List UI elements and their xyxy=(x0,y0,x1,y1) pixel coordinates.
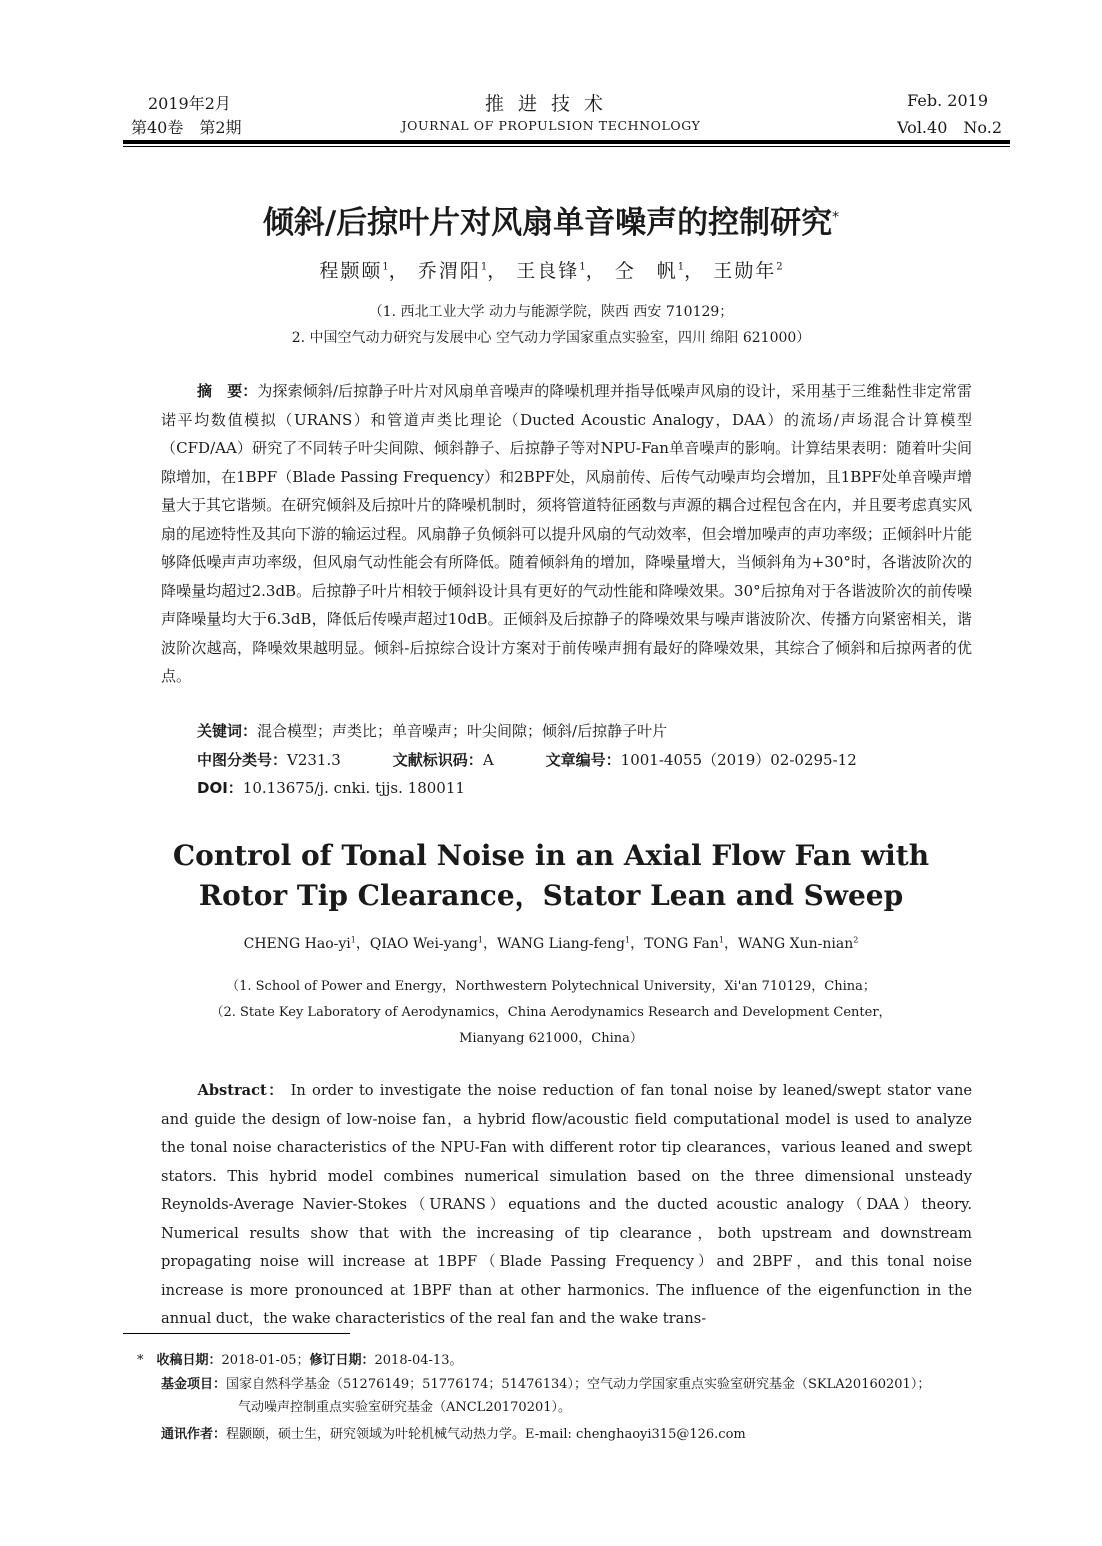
author-separator: ， xyxy=(388,260,410,282)
footnote-dates xyxy=(137,1349,462,1368)
header-rule-thick xyxy=(123,140,1010,144)
affiliation-en-1: （1. School of Power and Energy，Northwestern Polytechnical University，Xi'an 710129，China； xyxy=(226,979,876,994)
article-no-value: 1001-4055（2019）02-0295-12 xyxy=(620,751,857,769)
classification-line xyxy=(197,749,857,770)
affiliation-en-2: （2. State Key Laboratory of Aerodynamics，China Aerodynamics Research and Development Center， xyxy=(210,1005,892,1020)
author-cn: 程颢颐 xyxy=(319,260,383,282)
author-affil-mark: 1 xyxy=(677,261,685,273)
author-separator: ， xyxy=(355,936,370,952)
author-affil-mark: 1 xyxy=(477,935,483,945)
author-separator: ， xyxy=(684,260,706,282)
paper-title-en-line2: Rotor Tip Clearance，Stator Lean and Sweep xyxy=(198,879,904,912)
author-affil-mark: 1 xyxy=(382,261,389,273)
received-label: 收稿日期： xyxy=(156,1353,222,1368)
article-no-label: 文章编号： xyxy=(545,751,621,769)
author-cn: 王良锋 xyxy=(516,260,580,282)
doi-value[interactable]: 10.13675/j. cnki. tjjs. 180011 xyxy=(242,779,465,797)
author-cn: 仝 帆 xyxy=(614,260,678,282)
footnote-fund-cont: 气动噪声控制重点实验室研究基金（ANCL20170201）。 xyxy=(238,1400,572,1415)
author-separator: ， xyxy=(723,936,738,952)
affiliation-cn-1: （1. 西北工业大学 动力与能源学院，陕西 西安 710129； xyxy=(368,304,734,320)
author-affil-mark: 1 xyxy=(350,935,356,945)
doc-code-value: A xyxy=(482,751,494,769)
author-separator: ， xyxy=(585,260,607,282)
affiliation-cn-2: 2. 中国空气动力研究与发展中心 空气动力学国家重点实验室，四川 绵阳 621000） xyxy=(291,330,811,346)
header-rule-thin xyxy=(123,146,1010,147)
journal-name-en: JOURNAL OF PROPULSION TECHNOLOGY xyxy=(401,118,701,133)
author-en: TONG Fan xyxy=(644,936,719,952)
doi-line xyxy=(197,777,465,798)
author-en: CHENG Hao-yi xyxy=(243,936,351,952)
author-affil-mark: 1 xyxy=(718,935,724,945)
author-separator: ， xyxy=(487,260,509,282)
author-en: WANG Liang-feng xyxy=(497,936,625,952)
fund-label: 基金项目： xyxy=(161,1377,227,1392)
footnote-fund xyxy=(161,1373,1001,1392)
footnote-mark: * xyxy=(137,1353,144,1368)
author-affil-mark: 1 xyxy=(624,935,631,945)
doi-label: DOI： xyxy=(197,779,243,797)
abstract-cn-label: 摘 要： xyxy=(197,382,258,400)
abstract-cn-text: 为探索倾斜/后掠静子叶片对风扇单音噪声的降噪机理并指导低噪声风扇的设计，采用基于三维黏性非定常雷诺平均数值模拟（URANS）和管道声类比理论（Ducted Acoustic Analogy，DAA）的流场/声场混合计算模型（CFD/AA）研究了不同转子叶尖间隙、倾斜静子、后掠静子等对NPU-Fan单音噪声的影响。计算结果表明：随着叶尖间隙增加，在1BPF（Blade Passing Frequency）和2BPF处，风扇前传、后传气动噪声均会增加，且1BPF处单音噪声增量大于其它谐频。在研究倾斜及后掠叶片的降噪机制时，须将管道特征函数与声源的耦合过程包含在内，并且要考虑真实风扇的尾迹特性及其向下游的输运过程。风扇静子负倾斜可以提升风扇的气动效率，但会增加噪声的声功率级；正倾斜叶片能够降低噪声声功率级，但风扇气动性能会有所降低。随着倾斜角的增加，降噪量增大，当倾斜角为+30°时，各谐波阶次的降噪量均超过2.3dB。后掠静子叶片相较于倾斜设计具有更好的气动性能和降噪效果。30°后掠角对于各谐波阶次的前传噪声降噪量均大于6.3dB，降低后传噪声超过10dB。正倾斜及后掠静子的降噪效果与噪声谐波阶次、传播方向紧密相关，谐波阶次越高，降噪效果越明显。倾斜-后掠综合设计方案对于前传噪声拥有最好的降噪效果，其综合了倾斜和后掠两者的优点。 xyxy=(161,382,972,685)
keywords-label: 关键词： xyxy=(197,722,258,740)
revised-label: 修订日期： xyxy=(309,1353,375,1368)
abstract-cn xyxy=(161,377,972,691)
author-affil-mark: 2 xyxy=(853,935,859,945)
author-cn: 乔渭阳 xyxy=(417,260,481,282)
paper-title-en-line1: Control of Tonal Noise in an Axial Flow Fan with xyxy=(172,839,930,872)
author-en: QIAO Wei-yang xyxy=(369,936,478,952)
clc-label: 中图分类号： xyxy=(197,751,288,769)
footnote-author xyxy=(161,1423,746,1442)
doc-code-label: 文献标识码： xyxy=(392,751,483,769)
author-cn: 王勋年 xyxy=(713,260,777,282)
author-affil-mark: 2 xyxy=(776,261,783,273)
footnote-rule xyxy=(123,1333,350,1334)
affiliation-en-3: Mianyang 621000，China） xyxy=(459,1031,643,1046)
paper-title-cn xyxy=(0,197,1102,242)
author-affil-mark: 1 xyxy=(480,261,488,273)
header-date-en: Feb. 2019 xyxy=(907,91,988,110)
paper-title-en xyxy=(0,836,1102,916)
authors-en xyxy=(0,933,1102,953)
authors-cn xyxy=(0,256,1102,283)
title-footnote-mark: * xyxy=(832,209,840,226)
keywords-text: 混合模型；声类比；单音噪声；叶尖间隙；倾斜/后掠静子叶片 xyxy=(257,722,668,740)
header-volume-en: Vol.40 No.2 xyxy=(897,118,1002,137)
clc-value: V231.3 xyxy=(287,751,341,769)
journal-name-cn: 推进技术 xyxy=(484,93,617,115)
header-date-cn: 2019年2月 xyxy=(148,94,231,113)
author-en: WANG Xun-nian xyxy=(737,936,854,952)
abstract-en xyxy=(161,1077,972,1334)
fund-text-1: 国家自然科学基金（51276149；51776174；51476134）；空气动力学国家重点实验室研究基金（SKLA20160201）； xyxy=(226,1377,931,1392)
corr-author-label: 通讯作者： xyxy=(161,1427,227,1442)
received-date: 2018-01-05； xyxy=(221,1353,310,1368)
header-volume-cn: 第40卷 第2期 xyxy=(131,118,242,137)
revised-date: 2018-04-13。 xyxy=(374,1353,463,1368)
corr-author-text: 程颢颐，硕士生，研究领域为叶轮机械气动热力学。E-mail: chenghaoyi315@126.com xyxy=(226,1427,746,1442)
author-affil-mark: 1 xyxy=(579,261,586,273)
author-separator: ， xyxy=(483,936,497,952)
author-separator: ， xyxy=(630,936,645,952)
paper-title-cn-text: 倾斜/后掠叶片对风扇单音噪声的控制研究 xyxy=(262,205,833,241)
abstract-en-label: Abstract： xyxy=(197,1082,285,1099)
abstract-en-text: In order to investigate the noise reduction of fan tonal noise by leaned/swept stator vane and guide the design of low-noise fan，a hybrid flow/acoustic field computational model is used to analyze the tonal noise characteristics of the NPU-Fan with different rotor tip clearances，various leaned and swept stators. This hybrid model combines numerical simulation based on the three dimensional unsteady Reynolds-Average Navier-Stokes（URANS）equations and the ducted acoustic analogy（DAA）theory. Numerical results show that with the increasing of tip clearance，both upstream and downstream propagating noise will increase at 1BPF（Blade Passing Frequency）and 2BPF，and this tonal noise increase is more pronounced at 1BPF than at other harmonics. The influence of the eigenfunction in the annual duct，the wake characteristics of the real fan and the wake trans- xyxy=(161,1082,973,1327)
keywords-cn xyxy=(197,720,667,741)
